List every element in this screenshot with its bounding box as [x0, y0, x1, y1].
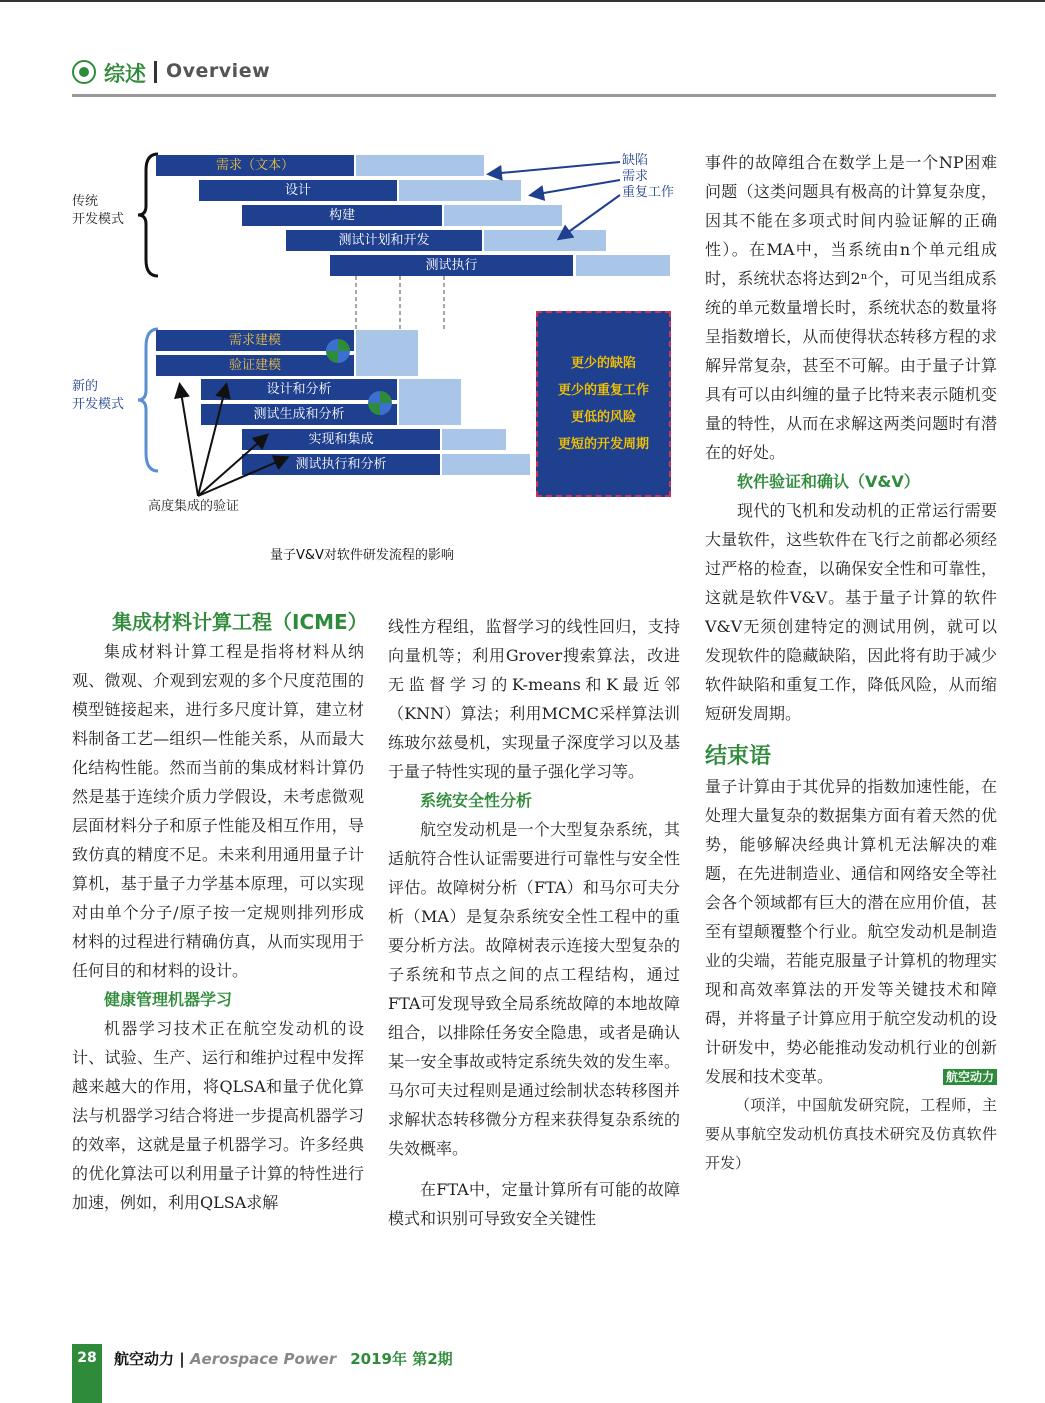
- conclusion-text: 量子计算由于其优异的指数加速性能，在处理大量复杂的数据集方面有着天然的优势，能够解决经典计算机无法解决的难题，在先进制造业、通信和网络安全等社会各个领域都有巨大的潜在应用价值，甚至有望颠覆整个行业。航空发动机是制造业的尖端，若能克服量子计算机的物理实现和高效率算法的开发等关键技术和障碍，并将量子计算应用于航空发动机的设计研发中，势必能推动发动机行业的创新发展和技术变革。: [705, 777, 997, 1086]
- paragraph-ml: 机器学习技术正在航空发动机的设计、试验、生产、运行和维护过程中发挥越来越大的作用，将QLSA和量子优化算法与机器学习结合将进一步提高机器学习的效率，这就是量子机器学习。许多经典的优化算法可以利用量子计算的特性进行加速，例如，利用QLSA求解: [72, 1019, 364, 1212]
- defect-arrows-icon: [480, 150, 625, 250]
- new-bar-model-rework: [356, 330, 418, 376]
- new-label-line1: 新的: [72, 379, 99, 394]
- quantum-logo-icon-2: [368, 391, 392, 415]
- new-bar-verify-model: 验证建模: [156, 355, 354, 376]
- footer-journal: 航空动力 | Aerospace Power 2019年 第2期: [114, 1350, 453, 1368]
- paragraph-icme: 集成材料计算工程是指将材料从纳观、微观、介观到宏观的多个尺度范围的模型链接起来，进行多尺度计算，建立材料制备工艺—组织—性能关系，从而最大化结构性能。然而当前的集成材料计算仍然是基于连续介质力学假设，未考虑微观层面材料分子和原子性能及相互作用，导致仿真的精度不足。未来利用通用量子计算机，基于量子力学基本原理，可以实现对由单个分子/原子按一定规则排列形成材料的过程进行精确仿真，从而实现用于任何目的和材料的设计。: [72, 642, 364, 980]
- trad-bar-requirements: 需求（文本）: [156, 155, 354, 176]
- trad-bar-build: 构建: [242, 205, 442, 226]
- heading-conclusion: 结束语: [705, 744, 772, 769]
- defect-labels: [622, 153, 674, 201]
- benefit-item: 更少的缺陷: [570, 356, 636, 371]
- heading-ml: 健康管理机器学习: [104, 990, 233, 1009]
- defect-label: 缺陷: [622, 153, 649, 168]
- benefit-item: 更短的开发周期: [557, 437, 649, 452]
- journal-name-cn: 航空动力: [114, 1350, 175, 1368]
- verification-arrows-icon: [170, 378, 310, 503]
- trad-bar-design: 设计: [199, 180, 397, 201]
- figure-caption: 量子V&V对软件研发流程的影响: [270, 548, 454, 563]
- column-3: [705, 148, 997, 1178]
- new-bar-test-exec: 测试执行和分析: [242, 454, 440, 475]
- verification-label: 高度集成的验证: [148, 499, 240, 514]
- new-bar-design-rework: [399, 379, 461, 425]
- journal-issue: 2019年 第2期: [350, 1350, 453, 1368]
- new-bar-test-exec-rework: [442, 454, 530, 475]
- quantum-logo-icon: [326, 339, 350, 363]
- section-title-en: Overview: [166, 60, 271, 82]
- paragraph-ml-cont: 线性方程组，监督学习的线性回归，支持向量机等；利用Grover搜索算法，改进无监督学习的K-means和K最近邻（KNN）算法；利用MCMC采样算法训练玻尔兹曼机，实现量子深度学习以及基于量子特性实现的量子强化学习等。: [388, 617, 680, 781]
- column-2: [388, 612, 680, 1233]
- paragraph-vv: 现代的飞机和发动机的正常运行需要大量软件，这些软件在飞行之前都必须经过严格的检查，以确保安全性和可靠性，这就是软件V&V。基于量子计算的软件V&V无须创建特定的测试用例，就可以发现软件的隐藏缺陷，因此将有助于减少软件缺陷和重复工作，降低风险，从而缩短研发周期。: [705, 501, 997, 723]
- section-title-cn: 综述: [104, 62, 146, 86]
- page-number: 28: [77, 1350, 97, 1366]
- rework-label: 重复工作: [622, 185, 675, 200]
- traditional-label-line1: 传统: [72, 194, 99, 209]
- new-bar-design: 设计和分析: [201, 379, 397, 400]
- new-bar-impl: 实现和集成: [242, 429, 440, 450]
- end-tag: 航空动力: [943, 1069, 997, 1085]
- journal-name-en: Aerospace Power: [189, 1350, 337, 1368]
- trad-bar-requirements-rework: [356, 155, 484, 176]
- new-label-line2: 开发模式: [72, 397, 125, 412]
- traditional-mode-label: [72, 193, 124, 229]
- author-note: （项洋，中国航发研究院，工程师，主要从事航空发动机仿真技术研究及仿真软件开发）: [705, 1096, 997, 1172]
- timeline-guides: [350, 276, 450, 336]
- traditional-label-line2: 开发模式: [72, 212, 125, 227]
- heading-safety: 系统安全性分析: [420, 791, 533, 810]
- benefit-item: 更少的重复工作: [557, 383, 649, 398]
- new-bar-impl-rework: [442, 429, 506, 450]
- trad-bar-test-plan: 测试计划和开发: [286, 230, 482, 251]
- paragraph-fta-cont: 事件的故障组合在数学上是一个NP困难问题（这类问题具有极高的计算复杂度，因其不能在多项式时间内验证解的正确性）。在MA中，当系统由n个单元组成时，系统状态将达到2ⁿ个，可见当组成系统的单元数量增长时，系统状态的数量将呈指数增长，从而使得状态转移方程的求解异常复杂，甚至不可解。由于量子计算具有可以由纠缠的量子比特来表示随机变量的特性，从而在求解这两类问题时有潜在的好处。: [705, 153, 997, 462]
- new-bar-testgen: 测试生成和分析: [201, 404, 397, 425]
- trad-bar-test-exec: 测试执行: [330, 255, 573, 276]
- heading-icme: 集成材料计算工程（ICME）: [112, 610, 368, 634]
- benefit-item: 更低的风险: [570, 410, 636, 425]
- paragraph-conclusion: [705, 772, 997, 1091]
- heading-vv: 软件验证和确认（V&V）: [737, 472, 920, 491]
- benefit-box: [536, 311, 671, 497]
- trad-bar-test-exec-rework: [576, 255, 670, 276]
- new-mode-label: [72, 378, 124, 414]
- requirement-label: 需求: [622, 169, 649, 184]
- paragraph-fta: 在FTA中，定量计算所有可能的故障模式和识别可导致安全关键性: [388, 1180, 680, 1228]
- column-1: [72, 608, 368, 1217]
- new-bar-req-model: 需求建模: [156, 330, 354, 351]
- paragraph-safety: 航空发动机是一个大型复杂系统，其适航符合性认证需要进行可靠性与安全性评估。故障树分析（FTA）和马尔可夫分析（MA）是复杂系统安全性工程中的重要分析方法。故障树表示连接大型复杂的子系统和节点之间的点工程结构，通过FTA可发现导致全局系统故障的本地故障组合，以排除任务安全隐患，或者是确认某一安全事故或特定系统失效的发生率。马尔可夫过程则是通过绘制状态转移图并求解状态转移微分方程来获得复杂系统的失效概率。: [388, 820, 680, 1158]
